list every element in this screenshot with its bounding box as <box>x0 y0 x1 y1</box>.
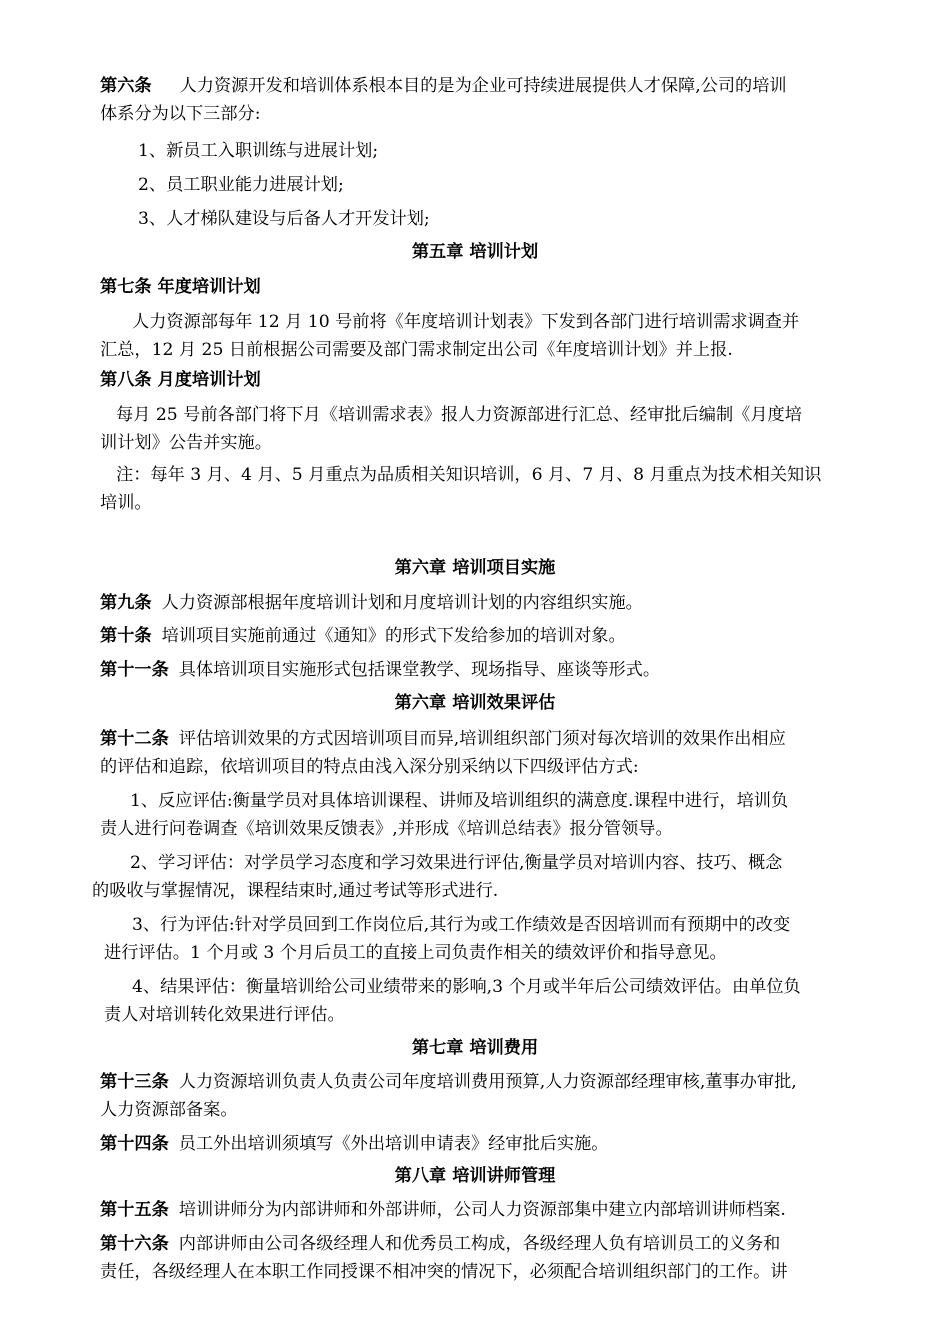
article-6-item-3: 3、人才梯队建设与后备人才开发计划; <box>138 209 430 229</box>
evaluation-3-line-1: 3、行为评估:针对学员回到工作岗位后,其行为或工作绩效是否因培训而有预期中的改变 <box>132 915 791 935</box>
chapter-8-heading: 第八章 培训讲师管理 <box>394 1166 556 1186</box>
chapter-5-heading: 第五章 培训计划 <box>411 242 539 262</box>
article-11-text: 具体培训项目实施形式包括课堂教学、现场指导、座谈等形式。 <box>178 660 661 680</box>
chapter-6-implementation-heading: 第六章 培训项目实施 <box>394 558 556 578</box>
article-13-line-2: 人力资源部备案。 <box>100 1100 238 1120</box>
article-10-title: 第十条 <box>100 626 152 646</box>
article-8-note-line-1: 注：每年 3 月、4 月、5 月重点为品质相关知识培训，6 月、7 月、8 月重点为技术相关知识 <box>116 465 822 485</box>
article-8-line-2: 训计划》公告并实施。 <box>100 433 272 453</box>
article-8-line-1: 每月 25 号前各部门将下月《培训需求表》报人力资源部进行汇总、经审批后编制《月度培 <box>116 405 802 425</box>
article-16-line-2: 责任，各级经理人在本职工作同授课不相冲突的情况下，必须配合培训组织部门的工作。讲 <box>100 1262 788 1282</box>
article-13-title: 第十三条 <box>100 1072 169 1092</box>
article-16-line-1 <box>100 1232 780 1256</box>
evaluation-1-line-1: 1、反应评估:衡量学员对具体培训课程、讲师及培训组织的满意度.课程中进行，培训负 <box>130 791 789 811</box>
article-7-title: 第七条 年度培训计划 <box>100 277 261 297</box>
evaluation-2-line-2: 的吸收与掌握情况，课程结束时,通过考试等形式进行. <box>92 881 499 901</box>
article-14-title: 第十四条 <box>100 1134 169 1154</box>
article-12-line-1 <box>100 727 786 751</box>
evaluation-4-line-2: 责人对培训转化效果进行评估。 <box>104 1005 345 1025</box>
article-8-note-line-2: 培训。 <box>100 493 152 513</box>
article-16-title: 第十六条 <box>100 1234 169 1254</box>
article-6-line-1 <box>100 74 787 98</box>
article-8-title: 第八条 月度培训计划 <box>100 370 261 390</box>
article-12-line-2: 的评估和追踪，依培训项目的特点由浅入深分别采纳以下四级评估方式: <box>100 757 639 777</box>
evaluation-2-line-1: 2、学习评估：对学员学习态度和学习效果进行评估,衡量学员对培训内容、技巧、概念 <box>130 853 783 873</box>
chapter-7-heading: 第七章 培训费用 <box>411 1038 539 1058</box>
article-6-item-1: 1、新员工入职训练与进展计划; <box>138 141 379 161</box>
article-12-text: 评估培训效果的方式因培训项目而异,培训组织部门须对每次培训的效果作出相应 <box>178 729 786 749</box>
article-13-text: 人力资源培训负责人负责公司年度培训费用预算,人力资源部经理审核,董事办审批, <box>178 1072 797 1092</box>
article-13-line-1 <box>100 1070 797 1094</box>
article-11 <box>100 658 660 682</box>
article-9-title: 第九条 <box>100 593 152 613</box>
chapter-6-evaluation-heading: 第六章 培训效果评估 <box>394 693 556 713</box>
article-14 <box>100 1132 608 1156</box>
article-15-title: 第十五条 <box>100 1200 169 1220</box>
article-9 <box>100 591 643 615</box>
article-14-text: 员工外出培训须填写《外出培训申请表》经审批后实施。 <box>178 1134 609 1154</box>
article-15 <box>100 1198 786 1222</box>
article-7-line-2: 汇总，12 月 25 日前根据公司需要及部门需求制定出公司《年度培训计划》并上报. <box>100 340 733 360</box>
article-6-item-2: 2、员工职业能力进展计划; <box>138 175 344 195</box>
article-6-text: 人力资源开发和培训体系根本目的是为企业可持续进展提供人才保障,公司的培训 <box>179 76 787 96</box>
article-12-title: 第十二条 <box>100 729 169 749</box>
article-7-line-1: 人力资源部每年 12 月 10 号前将《年度培训计划表》下发到各部门进行培训需求调查并 <box>132 312 800 332</box>
article-11-title: 第十一条 <box>100 660 169 680</box>
article-10 <box>100 624 626 648</box>
article-9-text: 人力资源部根据年度培训计划和月度培训计划的内容组织实施。 <box>161 593 643 613</box>
article-6-title: 第六条 <box>100 76 152 96</box>
article-16-text: 内部讲师由公司各级经理人和优秀员工构成，各级经理人负有培训员工的义务和 <box>178 1234 781 1254</box>
evaluation-4-line-1: 4、结果评估：衡量培训给公司业绩带来的影响,3 个月或半年后公司绩效评估。由单位负 <box>132 977 801 997</box>
article-15-text: 培训讲师分为内部讲师和外部讲师，公司人力资源部集中建立内部培训讲师档案. <box>178 1200 786 1220</box>
evaluation-3-line-2: 进行评估。1 个月或 3 个月后员工的直接上司负责作相关的绩效评价和指导意见。 <box>104 943 727 963</box>
article-10-text: 培训项目实施前通过《通知》的形式下发给参加的培训对象。 <box>161 626 626 646</box>
evaluation-1-line-2: 责人进行问卷调查《培训效果反馈表》,并形成《培训总结表》报分管领导。 <box>100 819 673 839</box>
article-6-line-2: 体系分为以下三部分: <box>100 104 261 124</box>
